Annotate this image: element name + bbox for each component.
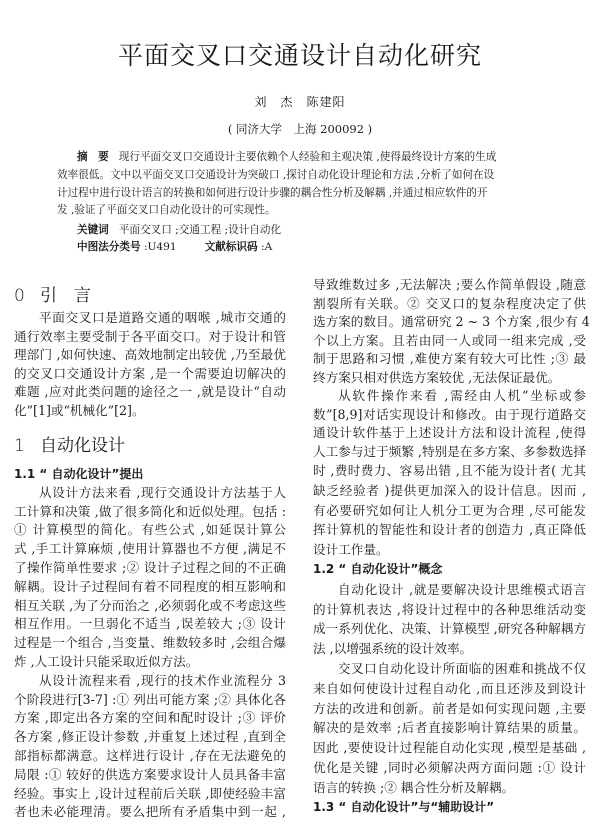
text-line: 优化是关键 ,同时必须解决两方面问题 :① 设计 (313, 759, 586, 775)
text-line: 相互关联 ,为了分而治之 ,必须弱化或不考虑这些 (14, 597, 286, 613)
doc-code-value: :A (261, 241, 273, 253)
text-line: 法 ,以增强系统的设计效率。 (313, 641, 473, 657)
text-line: 选方案的数目。通常研究 2 ~ 3 个方案 ,很少有 4 (313, 314, 590, 329)
right-column (313, 276, 590, 817)
text-line: 有必要研究如何让人机分工更为合理 ,尽可能发 (313, 502, 586, 518)
text-line: 语言的转换 ;② 耦合性分析及解耦。 (313, 779, 515, 795)
text-line: 制于思路和习惯 ,难使方案有较大可比性 ;③ 最 (313, 351, 586, 366)
text-line: 平面交叉口是道路交通的咽喉 ,城市交通的 (39, 310, 286, 325)
text-line: 导致维数过多 ,无法解决 ;要么作简单假设 ,随意 (313, 277, 586, 292)
left-column (14, 283, 286, 822)
text-line: 的计算机表达 ,将设计过程中的各种思维活动变 (313, 601, 586, 617)
text-line: 方案 ,即定出各方案的空间和配时设计 ;③ 评价 (14, 710, 286, 726)
keywords (77, 222, 281, 237)
doc-code-label: 文献标识码 (204, 241, 258, 253)
section-heading-0 (14, 283, 286, 309)
text-line: 工计算和决策 ,做了很多简化和近似处理。包括 : (14, 503, 286, 519)
text-line: 经验。事实上 ,设计过程前后关联 ,即使经验丰富 (14, 785, 286, 801)
abstract-line: 效率很低。文中以平面交叉口交通设计为突破口 ,探讨自动化设计理论和方法 ,分析了如何在设 (57, 168, 495, 181)
clc-label: 中图法分类号 (77, 241, 141, 253)
text-line: 的交叉口交通设计方案 ,是一个需要迫切解决的 (14, 365, 286, 381)
text-line: 式 ,手工计算麻烦 ,使用计算器也不方便 ,满足不 (14, 541, 286, 557)
text-line: 来自如何使设计过程自动化 ,而且还涉及到设计 (313, 680, 586, 696)
text-line: 个阶段进行[3-7] :① 列出可能方案 ;② 具体化各 (14, 691, 286, 707)
paragraph-block (313, 461, 586, 560)
paragraph-block (14, 309, 286, 420)
text-line: 局限 :① 较好的供选方案要求设计人员具备丰富 (14, 766, 286, 782)
text-line: 缺乏经验者 )提供更加深入的设计信息。因而 , (313, 482, 586, 498)
text-line: 从设计方法来看 ,现行交通设计方法基于人 (39, 484, 286, 500)
text-line: 相互作用。一旦弱化不适当 ,误差较大 ;③ 设计 (14, 616, 286, 632)
text-line: 设计工作量。 (313, 542, 389, 558)
subsection-heading-1-3: 1.3 “ 自动化设计”与“辅助设计” (313, 799, 495, 814)
paragraph-block (14, 484, 286, 822)
abstract-label: 摘 要 (77, 151, 109, 163)
section-title: 引 言 (40, 286, 91, 306)
paragraph-block (313, 276, 590, 461)
text-line: 自动化设计 ,就是要解决设计思维模式语言 (338, 581, 586, 597)
text-line: 时 ,费时费力、容易出错 ,且不能为设计者( 尤其 (313, 463, 586, 478)
abstract (57, 149, 497, 220)
text-line: 通行效率主要受制于各平面交口。对于设计和管 (14, 328, 286, 344)
section-number: 1 (14, 436, 25, 456)
section-heading-1 (14, 430, 286, 462)
text-line: 炸 ,人工设计只能采取近似方法。 (14, 653, 199, 669)
text-line: 数”[8,9]对话实现设计和修改。由于现行道路交 (313, 406, 586, 422)
classification (77, 239, 272, 254)
abstract-line: 发 ,验证了平面交叉口自动化设计的可实现性。 (57, 204, 276, 217)
text-line: 部指标都满意。这样进行设计 ,存在无法避免的 (14, 747, 286, 763)
text-line: 过程是一个组合 ,当变量、维数较多时 ,会组合爆 (14, 635, 286, 651)
text-line: 者也未必能理清。要么把所有矛盾集中到一起 , (14, 804, 286, 820)
text-line: 难题 ,应对此类问题的途径之一 ,就是设计“自动 (14, 384, 286, 399)
text-line: 挥计算机的智能性和设计者的创造力 ,真正降低 (313, 522, 586, 538)
abstract-line: 计过程中进行设计语言的转换和如何进行设计步骤的耦合性分析及解耦 ,并通过相应软件的开 (57, 186, 488, 199)
subsection-heading-1-1: 1.1 “ 自动化设计”提出 (14, 467, 144, 481)
text-line: 解决的是效率 ;后者直接影响计算结果的质量。 (313, 720, 586, 736)
abstract-text: 现行平面交叉口交通设计主要依赖个人经验和主观决策 ,使得最终设计方案的生成 (118, 151, 497, 163)
abstract-line (57, 149, 497, 167)
text-line: 了操作简单性要求 ;② 设计子过程之间的不正确 (14, 559, 286, 575)
text-line: 通设计软件基于上述设计方法和设计流程 ,使得 (313, 425, 586, 440)
section-title: 自动化设计 (40, 436, 125, 456)
keywords-label: 关键词 (77, 224, 109, 236)
text-line: 割裂所有关联。② 交叉口的复杂程度决定了供 (313, 295, 586, 311)
text-line: 个以上方案。且若由同一人或同一组来完成 ,受 (313, 332, 586, 348)
text-line: 人工参与过于频繁 ,特别是在多方案、多参数选择 (313, 443, 586, 459)
text-line: 从软件操作来看 ,需经由人机“坐标或参 (338, 388, 586, 403)
text-line: 化”[1]或“机械化”[2]。 (14, 402, 145, 418)
text-line: ① 计算模型的简化。有些公式 ,如延误计算公 (14, 522, 286, 538)
authors: 刘 杰 陈建阳 (254, 95, 346, 109)
text-line: 交叉口自动化设计所面临的困难和挑战不仅 (338, 660, 586, 676)
paper-title: 平面交叉口交通设计自动化研究 (117, 41, 482, 70)
text-line: 因此 ,要使设计过程能自动化实现 ,模型是基础 , (313, 740, 586, 756)
text-line: 方法的改进和创新。前者是如何实现问题 ,主要 (313, 700, 586, 716)
text-line: 解耦。设计子过程间有着不同程度的相互影响和 (14, 578, 286, 594)
text-line: 各方案 ,修正设计参数 ,并重复上述过程 ,直到全 (14, 729, 286, 745)
text-line: 终方案只相对供选方案较优 ,无法保证最优。 (313, 369, 561, 385)
section-number: 0 (14, 286, 25, 306)
affiliation: ( 同济大学 上海 200092 ) (227, 122, 373, 136)
paragraph-block (313, 580, 586, 798)
text-line: 成一系列优化、决策、计算模型 ,研究各种解耦方 (313, 621, 586, 637)
text-line: 从设计流程来看 ,现行的技术作业流程分 3 (39, 672, 286, 688)
text-line: 理部门 ,如何快速、高效地制定出较优 ,乃至最优 (14, 347, 286, 362)
subsection-heading-1-2: 1.2 “ 自动化设计”概念 (313, 561, 443, 576)
keywords-value: 平面交叉口 ;交通工程 ;设计自动化 (118, 224, 282, 236)
clc-value: :U491 (143, 241, 177, 253)
